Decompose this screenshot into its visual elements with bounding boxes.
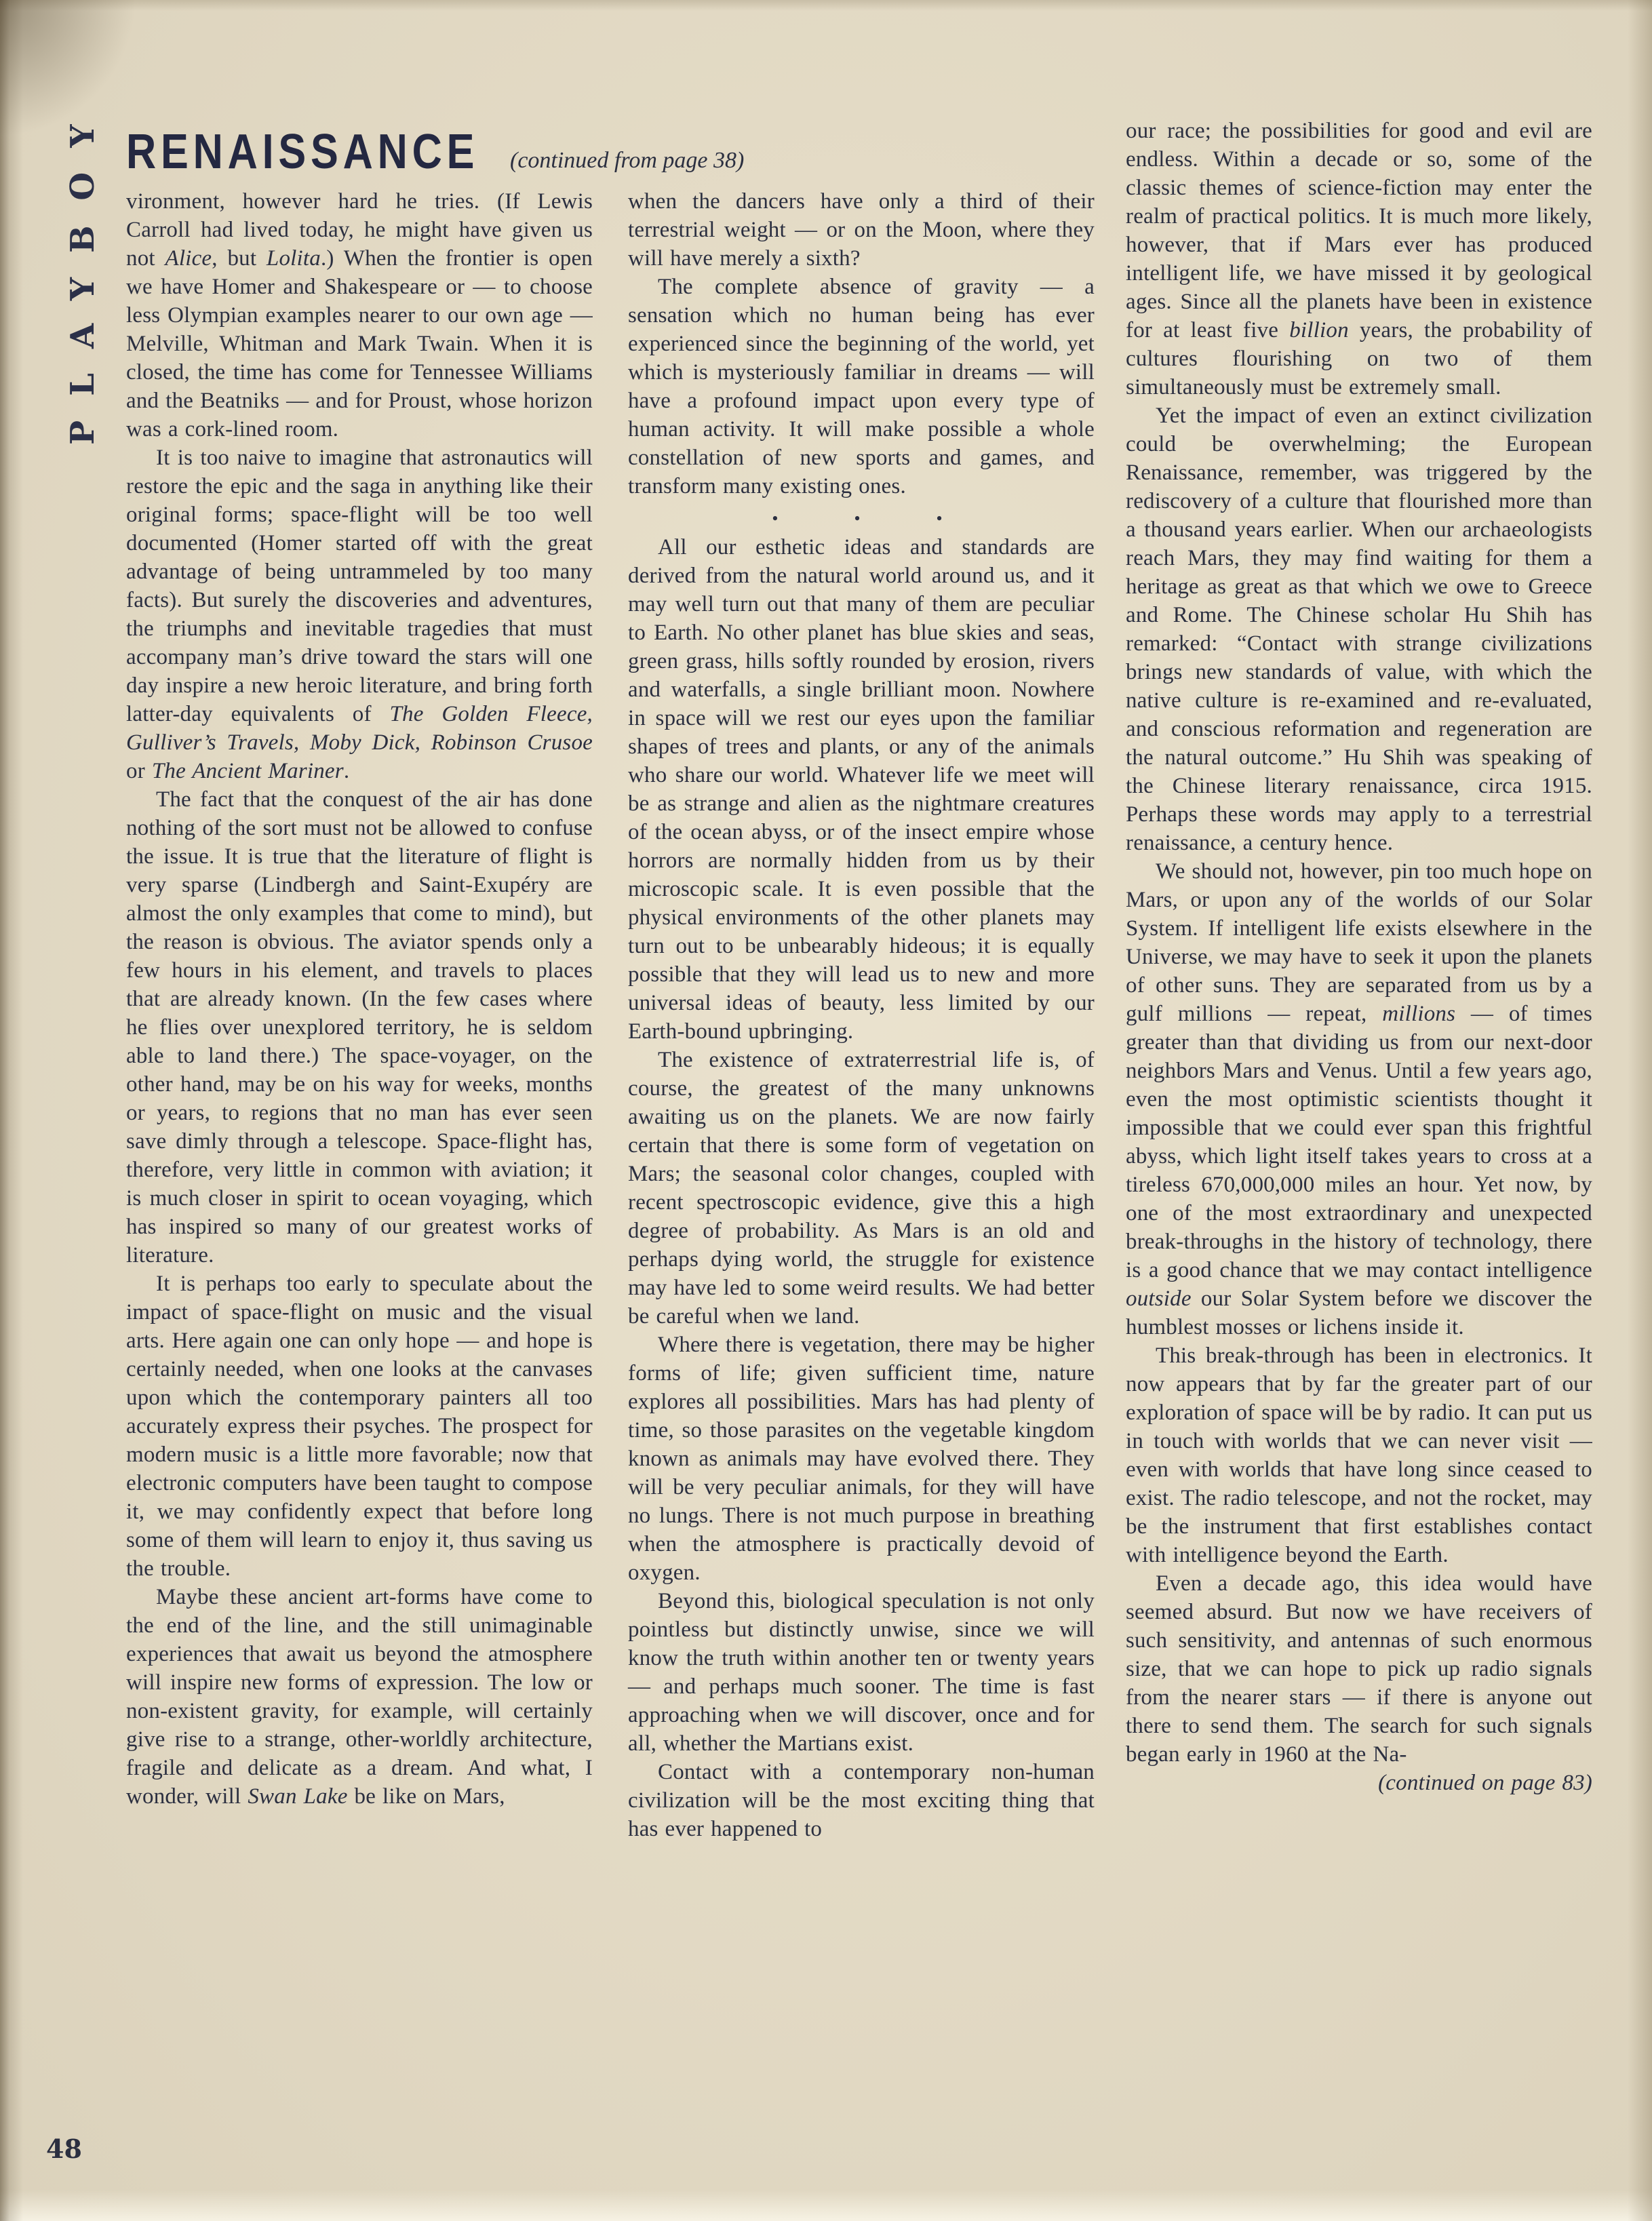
italic-text: The Ancient Mariner xyxy=(151,759,344,783)
page-title: RENAISSANCE xyxy=(126,125,479,179)
section-separator: • • • xyxy=(772,509,978,528)
paragraph: All our esthetic ideas and standards are derived from the natural world around us, and it may well turn out that many of them are peculiar to Earth. No other planet has blue skies and seas, green grass, hills softly rounded by erosion, rivers and waterfalls, a single brilliant moon. Nowhere in space will we rest our eyes upon the familiar shapes of trees and plants, or any of the animals who share our world. Whatever life we meet will be as strange and alien as the nightmare creatures of the ocean abyss, or of the insect empire whose horrors are normally hidden from us by their microscopic scale. It is even possible that the physical environments of the other planets may turn out to be unbearably hideous; it is equally possible that they will lead us to new and more universal ideas of beauty, less limited by our Earth-bound upbringing. xyxy=(628,535,1095,1044)
italic-text: billion xyxy=(1289,318,1349,342)
magazine-spine: PLAYBOY xyxy=(64,100,102,445)
continued-from-note: (continued from page 38) xyxy=(510,148,745,173)
paragraph: Where there is vegetation, there may be higher forms of life; given sufficient time, nature explores all possibilities. Mars has had plenty of time, so those parasites on the vegetable kingdom known as animals may have evolved there. They will be very peculiar animals, for they will have no lungs. There is not much purpose in breathing when the atmosphere is practically devoid of oxygen. xyxy=(628,1333,1095,1585)
paragraph: Contact with a contemporary non-human civilization will be the most exciting thing that has ever happened to xyxy=(628,1760,1095,1841)
paragraph: We should not, however, pin too much hope on Mars, or upon any of the worlds of our Solar System. If intelligent life exists elsewhere in the Universe, we may have to seek it upon the planets of other suns. They are separated from us by a gulf millions — repeat, millions — of times greater than that dividing us from our next-door neighbors Mars and Venus. Until a few years ago, even the most optimistic scientists thought it impossible that we could ever span this frightful abyss, which light itself takes years to cross at a tireless 670,000,000 miles an hour. Yet now, by one of the most extraordinary and unexpected break-throughs in the history of technology, there is a good chance that we may contact intelligence outside our Solar System before we discover the humblest mosses or lichens inside it. xyxy=(1126,859,1592,1339)
page-number: 48 xyxy=(46,2134,82,2164)
paragraph: This break-through has been in electronics. It now appears that by far the greater part of our exploration of space will be by radio. It can put us in touch with worlds that we can never visit — even with worlds that have long since ceased to exist. The radio telescope, and not the rocket, may be the instrument that first establishes contact with intelligence beyond the Earth. xyxy=(1126,1343,1592,1567)
paragraph: when the dancers have only a third of their terrestrial weight — or on the Moon, where they will have merely a sixth? xyxy=(628,189,1095,271)
column-2 xyxy=(628,187,1095,1843)
italic-text: Alice xyxy=(165,246,212,271)
italic-text: outside xyxy=(1126,1286,1192,1311)
paragraph: vironment, however hard he tries. (If Lewis Carroll had lived today, he might have given us not Alice, but Lolita.) When the frontier is open we have Homer and Shakespeare or — to choose less Olympian examples nearer to our own age — Melville, Whitman and Mark Twain. When it is closed, the time has come for Tennessee Williams and the Beatniks — and for Proust, whose horizon was a cork-lined room. xyxy=(126,189,593,441)
paragraph: The existence of extraterrestrial life is, of course, the greatest of the many unknowns awaiting us on the planets. We are now fairly certain that there is some form of vegetation on Mars; the seasonal color changes, coupled with recent spectroscopic evidence, give this a high degree of probability. As Mars is an old and perhaps dying world, the struggle for existence may have led to some weird results. We had better be careful when we land. xyxy=(628,1048,1095,1329)
italic-text: Swan Lake xyxy=(248,1784,348,1809)
column-3 xyxy=(1126,117,1592,1797)
paragraph: Beyond this, biological speculation is not only pointless but distinctly unwise, since we will know the truth within another ten or twenty years — and perhaps much sooner. The time is fast approaching when we will discover, once and for all, whether the Martians exist. xyxy=(628,1589,1095,1756)
italic-text: Lolita xyxy=(266,246,321,271)
paragraph: The fact that the conquest of the air has done nothing of the sort must not be allowed to confuse the issue. It is true that the literature of flight is very sparse (Lindbergh and Saint-Exupéry are almost the only examples that come to mind), but the reason is obvious. The aviator spends only a few hours in his element, and travels to places that are already known. (In the few cases where he flies over unexplored territory, he is seldom able to land there.) The space-voyager, on the other hand, may be on his way for weeks, months or years, to regions that no man has ever seen save dimly through a telescope. Space-flight has, therefore, very little in common with aviation; it is much closer in spirit to ocean voyaging, which has inspired so many of our greatest works of literature. xyxy=(126,787,593,1267)
column-3-body xyxy=(1126,117,1592,1769)
paragraph: It is perhaps too early to speculate about the impact of space-flight on music and the visual arts. Here again one can only hope — and hope is certainly needed, when one looks at the canvases upon which the contemporary painters all too accurately express their psyches. The prospect for modern music is a little more favorable; now that electronic computers have been taught to compose it, we may confidently expect that before long some of them will learn to enjoy it, thus saving us the trouble. xyxy=(126,1272,593,1581)
paragraph: Yet the impact of even an extinct civilization could be overwhelming; the European Renaissance, remember, was triggered by the rediscovery of a culture that flourished more than a thousand years earlier. When our archaeologists reach Mars, they may find waiting for them a heritage as great as that which we owe to Greece and Rome. The Chinese scholar Hu Shih has remarked: “Contact with strange civilizations brings new standards of value, with which the native culture is re-examined and re-evaluated, and conscious reformation and regeneration are the natural outcome.” Hu Shih was speaking of the Chinese literary renaissance, circa 1915. Perhaps these words may apply to a terrestrial renaissance, a century hence. xyxy=(1126,404,1592,855)
paragraph: Even a decade ago, this idea would have seemed absurd. But now we have receivers of such sensitivity, and antennas of such enormous size, that we can hope to pick up radio signals from the nearer stars — if there is anyone out there to send them. The search for such signals began early in 1960 at the Na- xyxy=(1126,1571,1592,1767)
paragraph: Maybe these ancient art-forms have come to the end of the line, and the still unimaginable experiences that await us beyond the atmosphere will inspire new forms of expression. The low or non-existent gravity, for example, will certainly give rise to a strange, other-worldly architecture, fragile and delicate as a dream. And what, I wonder, will Swan Lake be like on Mars, xyxy=(126,1585,593,1809)
column-1 xyxy=(126,187,593,1811)
column-2-lower xyxy=(628,533,1095,1843)
paragraph: It is too naive to imagine that astronautics will restore the epic and the saga in anything like their original forms; space-flight will be too well documented (Homer started off with the great advantage of being untrammeled by too many facts). But surely the discoveries and adventures, the triumphs and inevitable tragedies that must accompany man’s drive toward the stars will one day inspire a new heroic literature, and bring forth latter-day equivalents of The Golden Fleece, Gulliver’s Travels, Moby Dick, Robinson Crusoe or The Ancient Mariner. xyxy=(126,446,593,783)
italic-text: The Golden Fleece, Gulliver’s Travels, Moby Dick, Robinson Crusoe xyxy=(126,702,593,755)
continued-on-note: (continued on page 83) xyxy=(1378,1771,1592,1795)
paragraph: our race; the possibilities for good and evil are endless. Within a decade or so, some of the classic themes of science-fiction may enter the realm of practical politics. It is much more likely, however, that if Mars ever has produced intelligent life, we have missed it by geological ages. Since all the planets have been in existence for at least five billion years, the probability of cultures flourishing on two of them simultaneously must be extremely small. xyxy=(1126,119,1592,399)
italic-text: millions xyxy=(1382,1002,1456,1026)
paragraph: The complete absence of gravity — a sensation which no human being has ever experienced since the beginning of the world, yet which is mysteriously familiar in dreams — will have a profound impact upon every type of human activity. It will make possible a whole constellation of new sports and games, and transform many existing ones. xyxy=(628,275,1095,498)
column-2-upper xyxy=(628,187,1095,500)
